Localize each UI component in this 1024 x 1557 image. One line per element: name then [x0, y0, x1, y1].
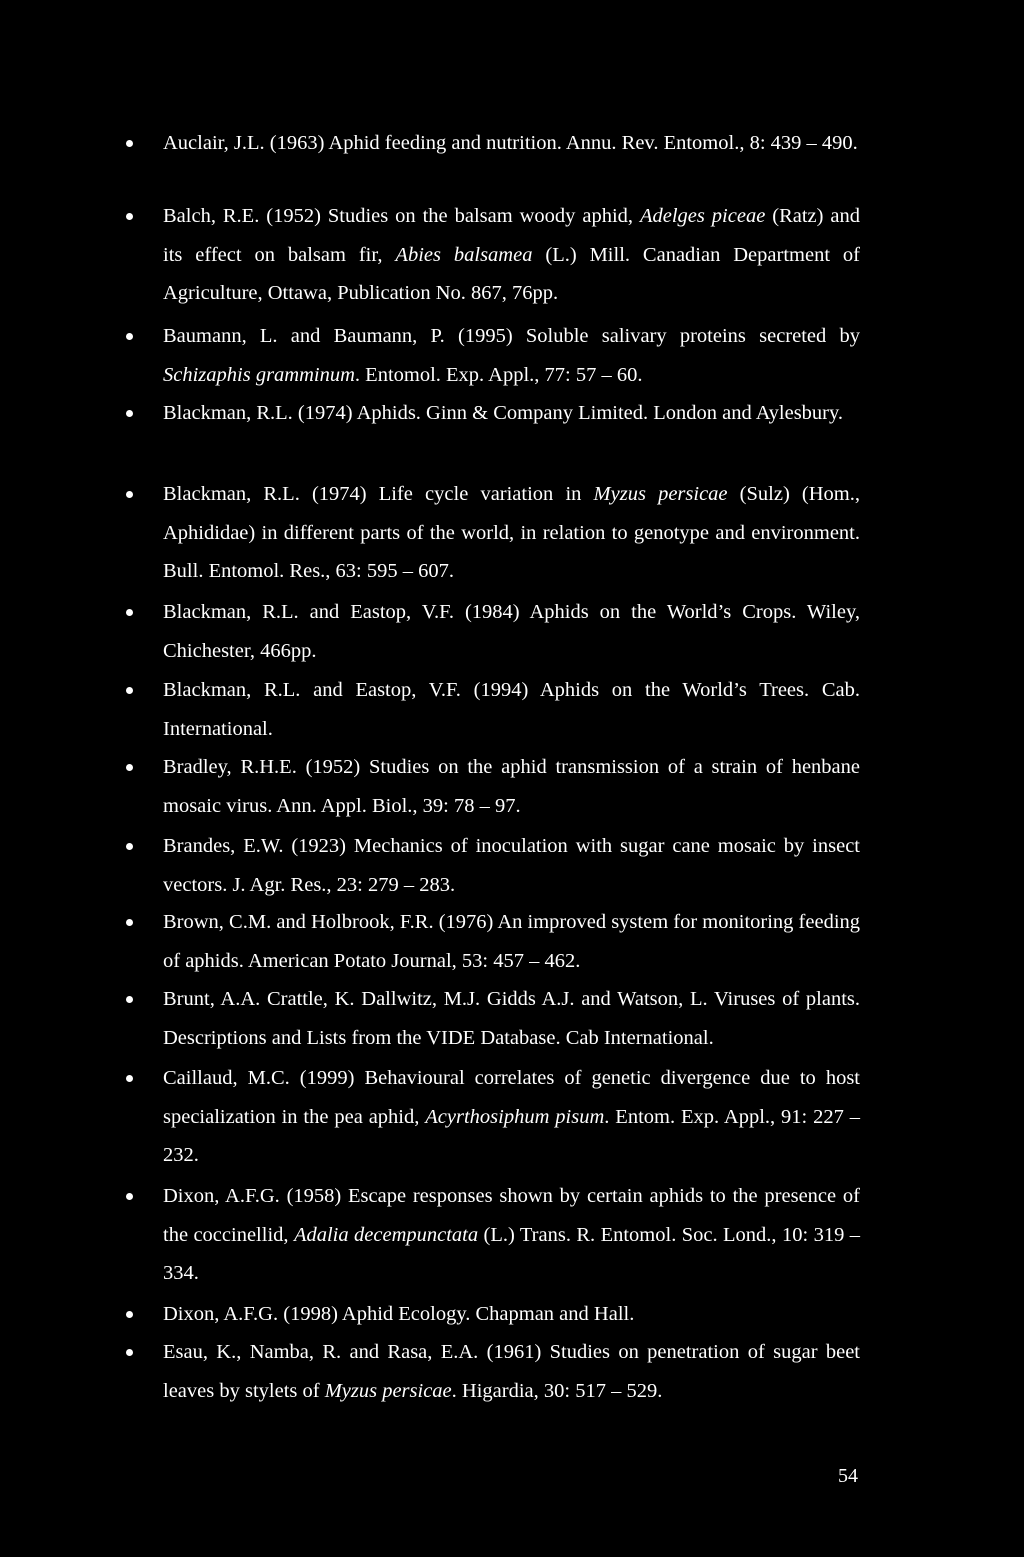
reference-item [163, 1177, 860, 1293]
reference-text: Blackman, R.L. and Eastop, V.F. (1994) Aphids on the World’s Trees. Cab. International. [163, 679, 860, 740]
reference-text: Bradley, R.H.E. (1952) Studies on the aphid transmission of a strain of henbane mosaic virus. Ann. Appl. Biol., 39: 78 – 97. [163, 756, 860, 817]
reference-text: (L.) Trans. R. Entomol. Soc. Lond., 10: 319 – 334. [163, 1223, 860, 1284]
reference-text: . Entom. Exp. Appl., 91: 227 – 232. [163, 1105, 861, 1166]
reference-text: (L.) Mill. Canadian Department of Agriculture, Ottawa, Publication No. 867, 76pp. [163, 243, 860, 304]
reference-item [163, 827, 860, 904]
reference-text: Blackman, R.L. and Eastop, V.F. (1984) Aphids on the World’s Crops. Wiley, Chichester, 466pp. [163, 601, 860, 662]
reference-item [163, 903, 860, 980]
reference-item [163, 1295, 860, 1334]
reference-text: Blackman, R.L. (1974) Aphids. Ginn & Company Limited. London and Aylesbury. [163, 402, 844, 424]
reference-text: Brunt, A.A. Crattle, K. Dallwitz, M.J. Gidds A.J. and Watson, L. Viruses of plants. Descriptions and Lists from the VIDE Database. Cab International. [163, 988, 860, 1049]
reference-text: Caillaud, M.C. (1999) Behavioural correlates of genetic divergence due to host specialization in the pea aphid, [163, 1067, 860, 1128]
reference-text: Baumann, L. and Baumann, P. (1995) Soluble salivary proteins secreted by [163, 325, 860, 347]
reference-italic-text: Adalia decempunctata [293, 1223, 479, 1246]
reference-item [163, 593, 860, 670]
reference-text: Esau, K., Namba, R. and Rasa, E.A. (1961) Studies on penetration of sugar beet leaves by stylets of [163, 1341, 860, 1402]
reference-text: Dixon, A.F.G. (1998) Aphid Ecology. Chapman and Hall. [163, 1303, 635, 1325]
reference-text: . Higardia, 30: 517 – 529. [451, 1379, 663, 1402]
reference-text: Blackman, R.L. (1974) Life cycle variation in [163, 483, 594, 505]
reference-item [163, 197, 860, 313]
reference-item [163, 1333, 860, 1410]
reference-italic-text: Abies balsamea [395, 243, 533, 266]
reference-item [163, 317, 860, 394]
reference-item [163, 1059, 860, 1175]
reference-item [163, 475, 860, 591]
reference-text: Balch, R.E. (1952) Studies on the balsam woody aphid, [163, 205, 640, 227]
reference-italic-text: Schizaphis gramminum [163, 363, 355, 386]
reference-italic-text: Myzus persicae [593, 483, 728, 505]
reference-item [163, 394, 860, 433]
page-number: 54 [838, 1465, 858, 1487]
reference-text: Brown, C.M. and Holbrook, F.R. (1976) An improved system for monitoring feeding of aphids. American Potato Journal, 53: 457 – 462. [163, 911, 861, 972]
reference-text: . Entomol. Exp. Appl., 77: 57 – 60. [354, 363, 643, 386]
reference-item [163, 124, 860, 163]
reference-item [163, 671, 860, 748]
reference-item [163, 980, 860, 1057]
reference-italic-text: Adelges piceae [639, 205, 766, 227]
reference-text: Auclair, J.L. (1963) Aphid feeding and nutrition. Annu. Rev. Entomol., 8: 439 – 490. [163, 132, 858, 154]
reference-text: (Sulz) (Hom., Aphididae) in different parts of the world, in relation to genotype and environment. Bull. Entomol. Res., 63: 595 – 607. [163, 483, 860, 582]
reference-italic-text: Acyrthosiphum pisum [425, 1105, 605, 1128]
reference-text: Brandes, E.W. (1923) Mechanics of inoculation with sugar cane mosaic by insect vectors. J. Agr. Res., 23: 279 – 283. [163, 835, 860, 896]
reference-text: (Ratz) and its effect on balsam fir, [163, 205, 860, 266]
reference-italic-text: Myzus persicae [324, 1379, 452, 1402]
reference-text: Dixon, A.F.G. (1958) Escape responses shown by certain aphids to the presence of the coccinellid, [163, 1185, 860, 1246]
reference-item [163, 748, 860, 825]
